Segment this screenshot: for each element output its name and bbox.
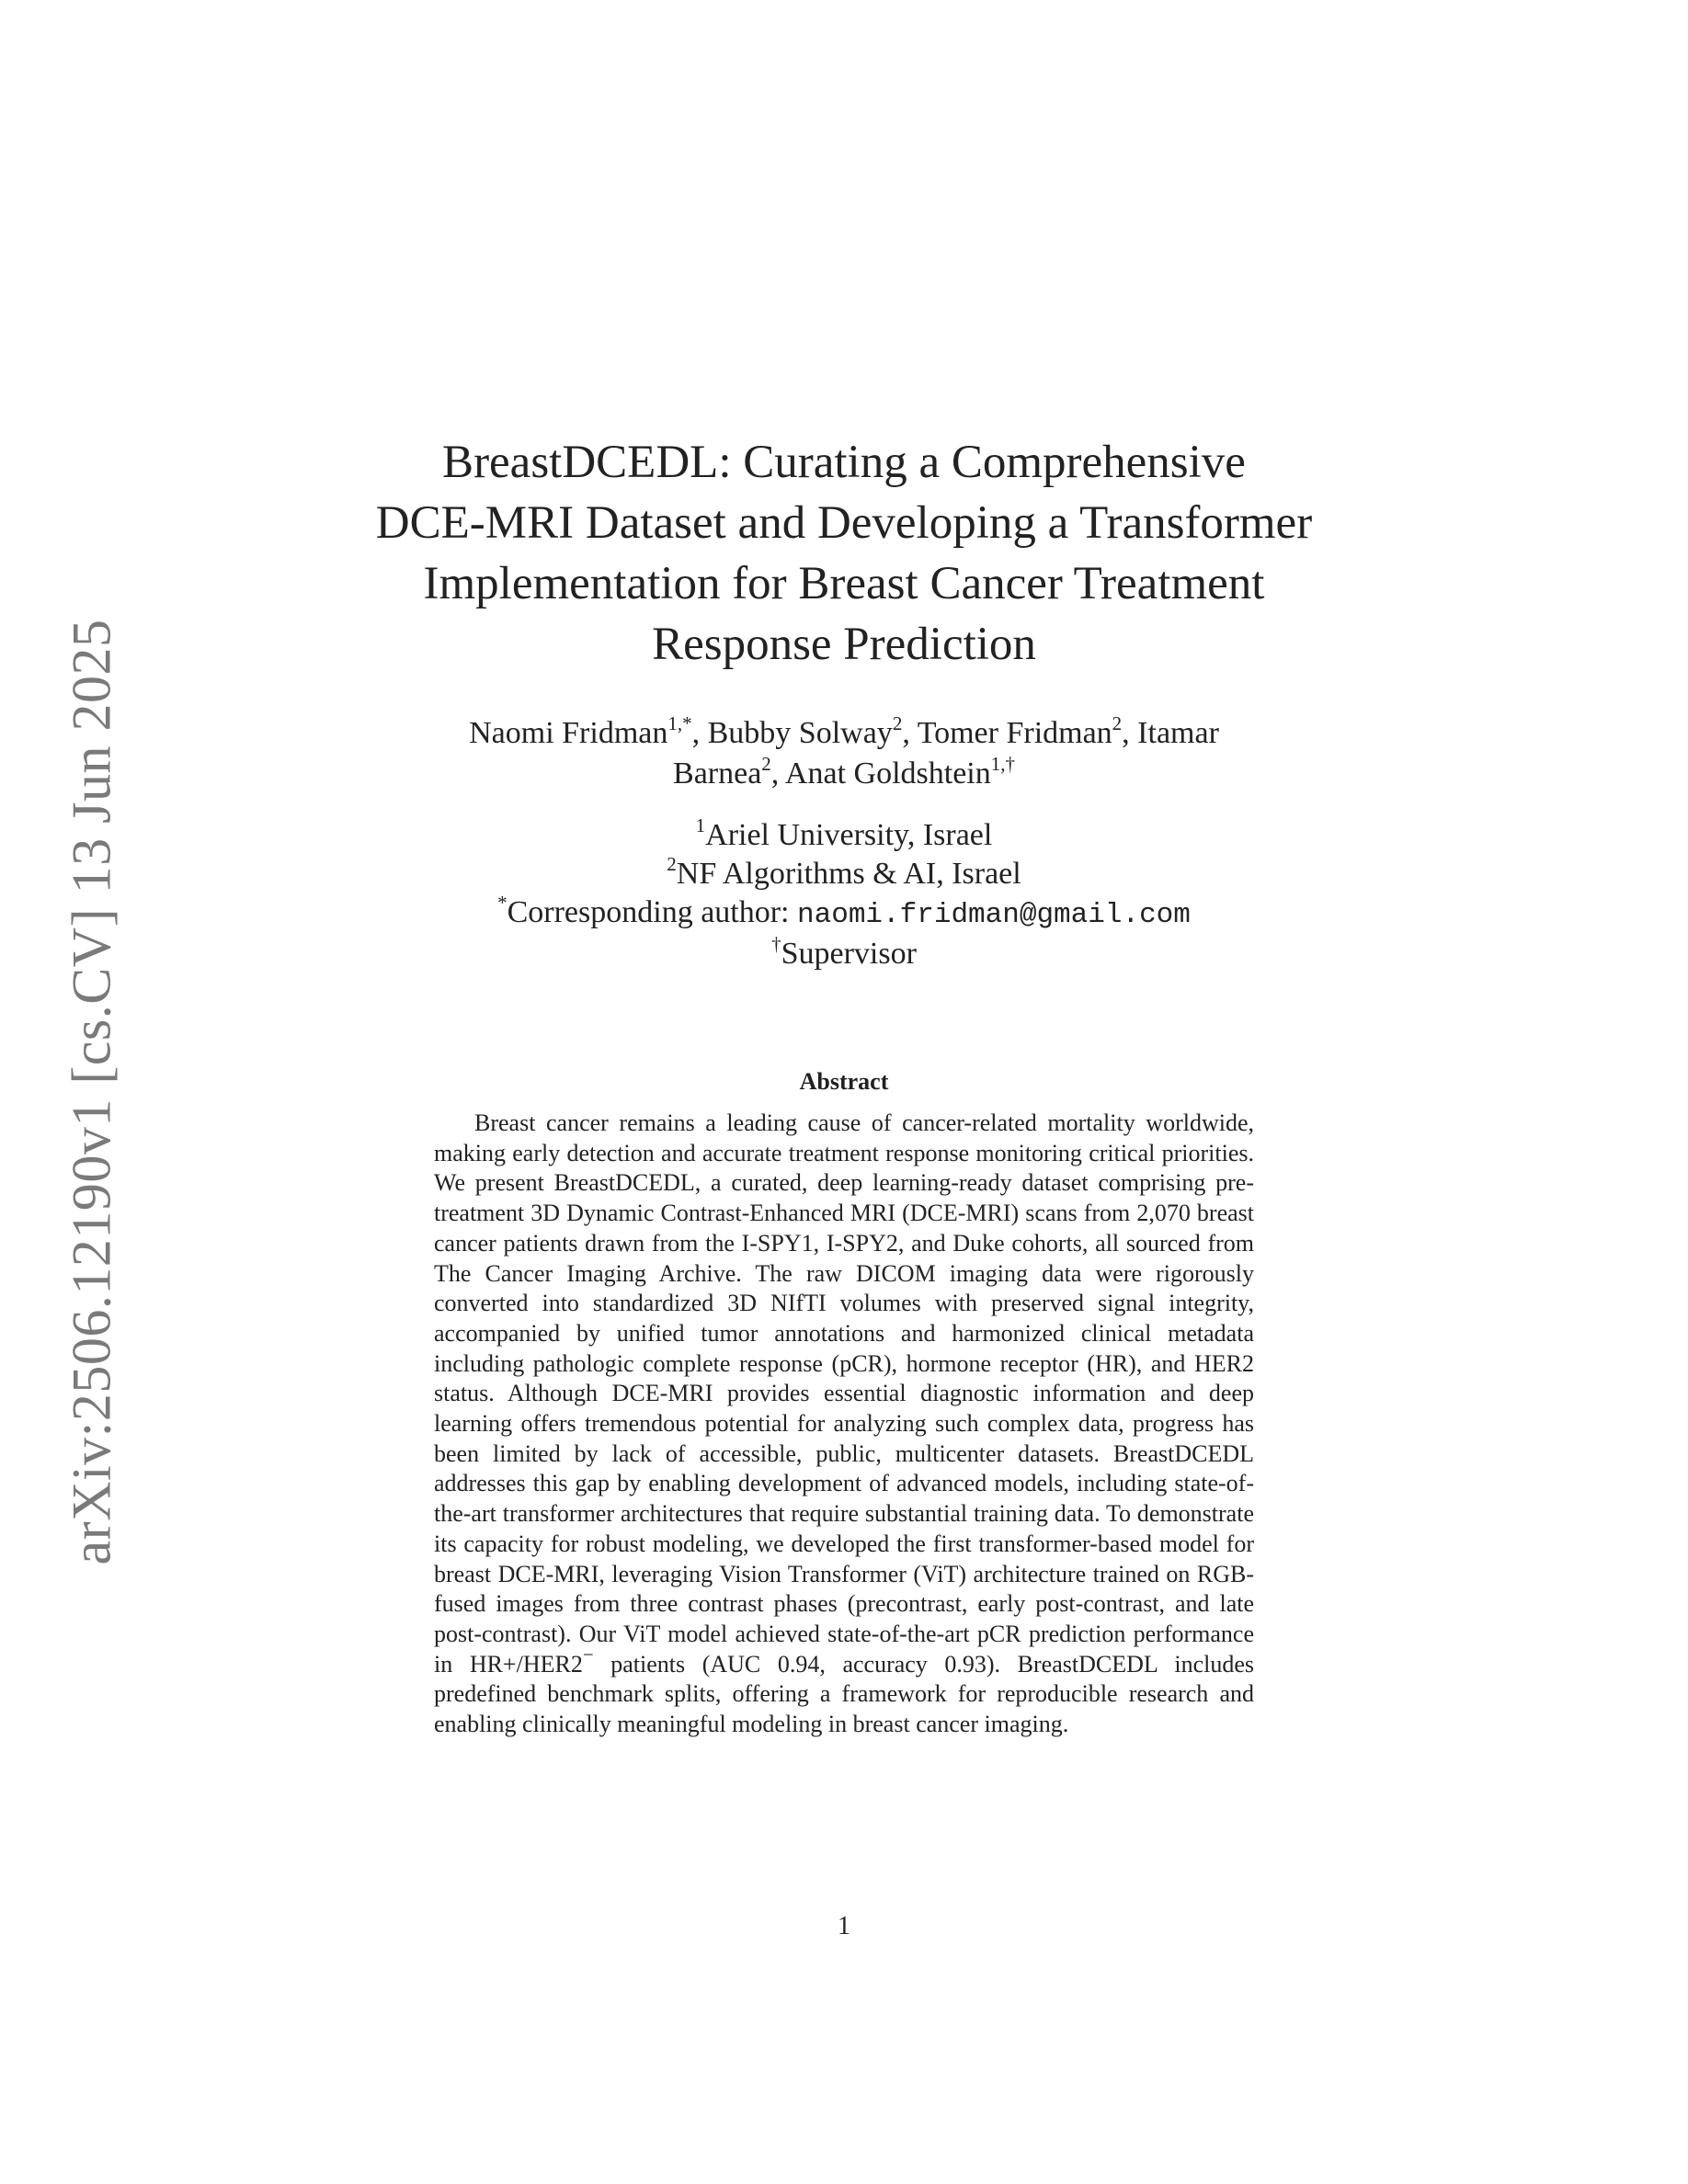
author-affiliation-mark: 1,* [667,711,692,734]
title-line: Implementation for Breast Cancer Treatment [423,558,1265,609]
page-number: 1 [838,1912,850,1940]
author-name: Tomer Fridman [917,716,1112,750]
affiliation-text: NF Algorithms & AI, Israel [676,857,1021,891]
author-separator: , [691,716,708,750]
affiliation-mark: 1 [695,813,706,836]
author-separator: , [1122,716,1138,750]
affiliation-nf [313,852,1375,893]
author-line-1 [313,713,1375,754]
abstract-superscript-minus: − [582,1644,594,1666]
title-line: DCE-MRI Dataset and Developing a Transformer [375,497,1313,549]
corresponding-label: Corresponding author: [507,895,798,929]
author-line-2 [313,754,1375,794]
affiliation-mark: 2 [667,852,677,875]
affiliation-text: Ariel University, Israel [705,818,993,852]
affiliation-ariel [313,813,1375,855]
author-affiliation-mark: 1,† [990,752,1015,775]
author-name-part: Barnea [673,756,762,791]
author-separator: , [902,716,918,750]
author-name: Naomi Fridman [469,716,668,750]
corresponding-mark: * [497,891,508,914]
corresponding-email-link[interactable]: naomi.fridman@gmail.com [797,899,1191,931]
author-name: Bubby Solway [707,716,893,750]
author-affiliation-mark: 2 [761,752,771,775]
author-name-part: Itamar [1137,716,1219,750]
abstract-heading: Abstract [799,1068,889,1095]
abstract-text: Breast cancer remains a leading cause of cancer-related mortality worldwide, making early detection and accurate treatment response monitoring critical priorities. We present BreastDCEDL, a curated, deep learning-ready dataset comprising pre-treatment 3D Dynamic Contrast-Enhanced MRI (DCE-MRI) scans from 2,070 breast cancer patients drawn from the I-SPY1, I-SPY2, and Duke cohorts, all sourced from The Cancer Imaging Archive. The raw DICOM imaging data were rigorously converted into standardized 3D NIfTI volumes with preserved signal integrity, accompanied by unified tumor annotations and harmonized clinical metadata including pathologic complete response (pCR), hormone receptor (HR), and HER2 status. Although DCE-MRI provides essential diagnostic information and deep learning offers tremendous potential for analyzing such complex data, progress has been limited by lack of accessible, public, multicenter datasets. BreastDCEDL addresses this gap by enabling development of advanced models, including state-of-the-art transformer architectures that require substantial training data. To demonstrate its capacity for robust modeling, we developed the first transformer-based model for breast DCE-MRI, leveraging Vision Transformer (ViT) architecture trained on RGB-fused images from three contrast phases (precontrast, early post-contrast, and late post-contrast). Our ViT model achieved state-of-the-art pCR prediction performance in HR+/HER2 [434,1109,1254,1678]
arxiv-identifier-stamp: arXiv:2506.12190v1 [cs.CV] 13 Jun 2025 [61,619,122,1565]
supervisor-label: Supervisor [781,937,917,971]
title-line: Response Prediction [652,619,1036,670]
author-separator: , [770,756,785,791]
affiliation-block [313,813,1375,973]
author-list [313,713,1375,794]
supervisor-note [313,932,1375,973]
author-affiliation-mark: 2 [892,711,903,734]
title-line: BreastDCEDL: Curating a Comprehensive [442,437,1246,488]
author-affiliation-mark: 2 [1112,711,1123,734]
abstract-body [434,1109,1254,1740]
paper-title [276,432,1412,675]
corresponding-author [313,893,1375,935]
author-name: Anat Goldshtein [784,756,991,791]
abstract-text: patients (AUC 0.94, accuracy 0.93). BreastDCEDL includes predefined benchmark splits, offering a framework for reproducible research and enabling clinically meaningful modeling in breast cancer imaging. [434,1650,1254,1738]
supervisor-mark: † [771,932,781,955]
